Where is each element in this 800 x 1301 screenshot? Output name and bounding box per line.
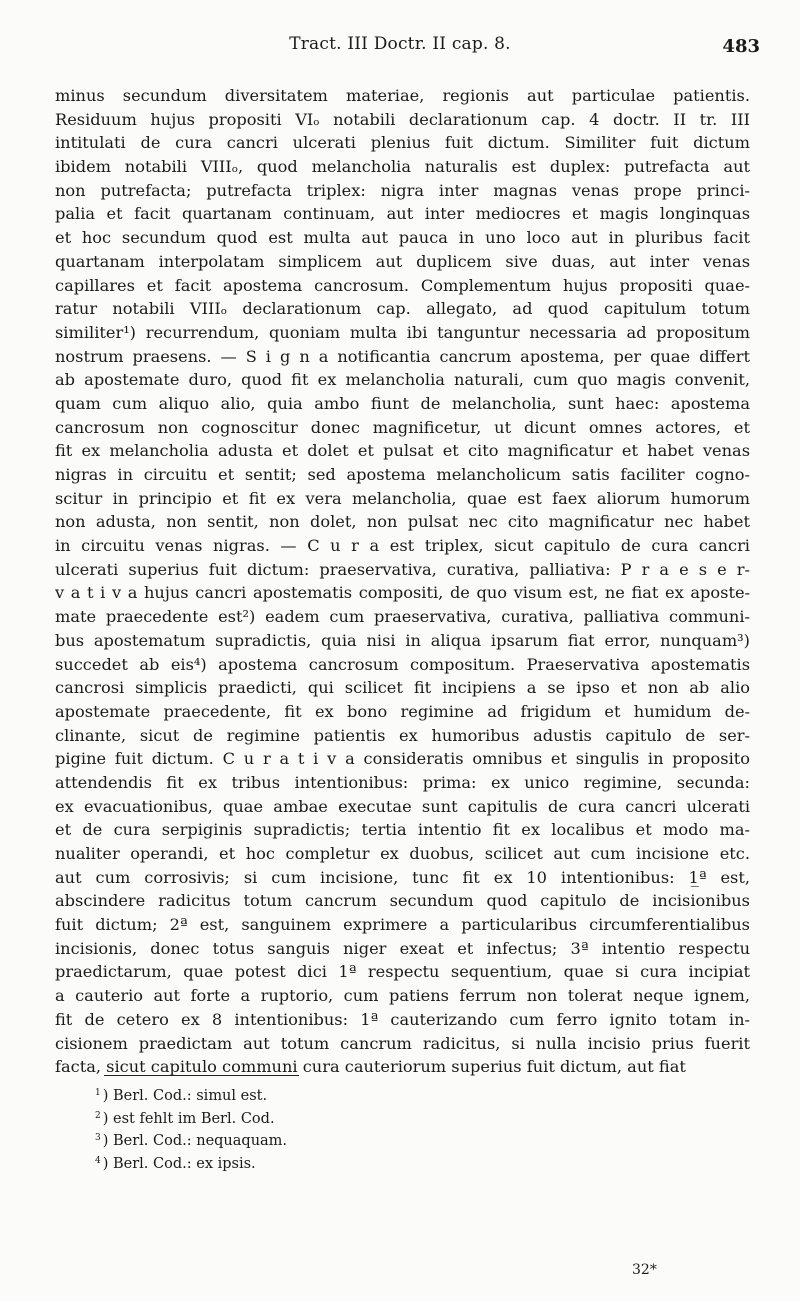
text-line: v a t i v a hujus cancri apostematis compositi, de quo visum est, ne fiat ex aposte- (55, 583, 750, 603)
text-line: succedet ab eis⁴) apostema cancrosum compositum. Praeservativa apostematis (55, 654, 750, 674)
text-line: intitulati de cura cancri ulcerati plenius fuit dictum. Similiter fuit dictum (55, 133, 750, 153)
footnote-text: ) Berl. Cod.: nequaquam. (102, 1133, 288, 1149)
text-line: ibidem notabili VIIIₒ, quod melancholia naturalis est duplex: putrefacta aut (55, 157, 750, 177)
text-line: Residuum hujus propositi VIₒ notabili declarationum cap. 4 doctr. II tr. III (55, 109, 750, 129)
footnote-mark: 4 (95, 1155, 101, 1166)
text-line: nualiter operandi, et hoc completur ex duobus, scilicet aut cum incisione etc. (55, 844, 750, 863)
text-line: quartanam interpolatam simplicem aut duplicem sive duas, aut inter venas (55, 251, 750, 271)
running-title: Tract. III Doctr. II cap. 8. (289, 34, 511, 54)
text-line: non adusta, non sentit, non dolet, non pulsat nec cito magnificatur nec habet (55, 512, 750, 532)
text-line: incisionis, donec totus sanguis niger exeat et infectus; 3ª intentio respectu (55, 938, 750, 958)
text-line: nostrum praesens. — S i g n a notificantia cancrum apostema, per quae differt (55, 346, 750, 366)
footnote-text: ) Berl. Cod.: ex ipsis. (102, 1155, 256, 1172)
text-line: clinante, sicut de regimine patientis ex humoribus adustis capitulo de ser- (55, 725, 750, 745)
text-line: bus apostematum supradictis, quia nisi in aliqua ipsarum fiat error, nunquam³) (55, 630, 750, 650)
text-line: mate praecedente est²) eadem cum praeservativa, curativa, palliativa communi- (55, 607, 750, 627)
footnote-text: ) Berl. Cod.: simul est. (102, 1088, 268, 1104)
text-line: nigras in circuitu et sentit; sed apostema melancholicum satis faciliter cogno- (55, 465, 750, 484)
text-line: scitur in principio et fit ex vera melancholia, quae est faex aliorum humorum (55, 488, 750, 508)
text-line: minus secundum diversitatem materiae, regionis aut particulae patientis. (55, 86, 750, 105)
text-line: non putrefacta; putrefacta triplex: nigra inter magnas venas prope princi- (55, 180, 750, 200)
text-line: ulcerati superius fuit dictum: praeservativa, curativa, palliativa: P r a e s e r- (55, 559, 750, 579)
text-line: facta, sicut capitulo communi cura cauteriorum superius fuit dictum, aut fiat (55, 1057, 686, 1077)
footnote-text: ) est fehlt im Berl. Cod. (102, 1110, 275, 1127)
text-line: fuit dictum; 2ª est, sanguinem exprimere a particularibus circumferentialibus (55, 915, 750, 935)
text-line: apostemate praecedente, fit ex bono regimine ad frigidum et humidum de- (55, 701, 750, 721)
text-line: similiter¹) recurrendum, quoniam multa ibi tanguntur necessaria ad propositum (55, 322, 750, 342)
footnote-mark: 3 (95, 1133, 101, 1143)
text-line: palia et facit quartanam continuam, aut inter mediocres et magis longinquas (55, 204, 750, 224)
text-line: fit de cetero ex 8 intentionibus: 1ª cauterizando cum ferro ignito totam in- (55, 1009, 750, 1029)
footnote-divider (104, 1075, 299, 1076)
text-line: quam cum aliquo alio, quia ambo fiunt de melancholia, sunt haec: apostema (55, 393, 750, 413)
text-line: cisionem praedictam aut totum cancrum radicitus, si nulla incisio prius fuerit (55, 1033, 750, 1053)
footnote (95, 1152, 495, 1175)
text-line: abscindere radicitus totum cancrum secundum quod capitulo de incisionibus (55, 891, 750, 911)
running-head (0, 34, 800, 60)
text-line: et hoc secundum quod est multa aut pauca in uno loco aut in pluribus facit (55, 228, 750, 248)
footnote (95, 1107, 495, 1130)
footnote-mark: 1 (95, 1088, 101, 1098)
text-line: pigine fuit dictum. C u r a t i v a consideratis omnibus et singulis in proposito (55, 749, 750, 769)
footnote (95, 1084, 495, 1107)
text-line: cancrosum non cognoscitur donec magnificetur, ut dicunt omnes actores, et (55, 417, 750, 437)
text-line: fit ex melancholia adusta et dolet et pulsat et cito magnificatur et habet venas (55, 441, 750, 461)
footnote-mark: 2 (95, 1110, 101, 1121)
body-text (55, 84, 750, 1079)
footnotes (95, 1084, 495, 1174)
text-line: praedictarum, quae potest dici 1ª respectu sequentium, quae si cura incipiat (55, 962, 750, 982)
text-line: capillares et facit apostema cancrosum. Complementum hujus propositi quae- (55, 275, 750, 295)
footnote (95, 1129, 495, 1152)
text-line: aut cum corrosivis; si cum incisione, tunc fit ex 10 intentionibus: 1̲ª est, (55, 867, 750, 887)
text-line: attendendis fit ex tribus intentionibus: prima: ex unico regimine, secunda: (55, 772, 750, 792)
signature-mark: 32* (632, 1262, 657, 1278)
page-number: 483 (722, 36, 760, 57)
text-line: a cauterio aut forte a ruptorio, cum patiens ferrum non tolerat neque ignem, (55, 986, 750, 1006)
text-line: ex evacuationibus, quae ambae executae sunt capitulis de cura cancri ulcerati (55, 796, 750, 816)
text-line: ab apostemate duro, quod fit ex melancholia naturali, cum quo magis convenit, (55, 370, 750, 390)
text-line: cancrosi simplicis praedicti, qui scilicet fit incipiens a se ipso et non ab alio (55, 678, 750, 698)
text-line: et de cura serpiginis supradictis; tertia intentio fit ex localibus et modo ma- (55, 820, 750, 840)
text-line: in circuitu venas nigras. — C u r a est triplex, sicut capitulo de cura cancri (55, 536, 750, 556)
text-line: ratur notabili VIIIₒ declarationum cap. allegato, ad quod capitulum totum (55, 299, 750, 319)
